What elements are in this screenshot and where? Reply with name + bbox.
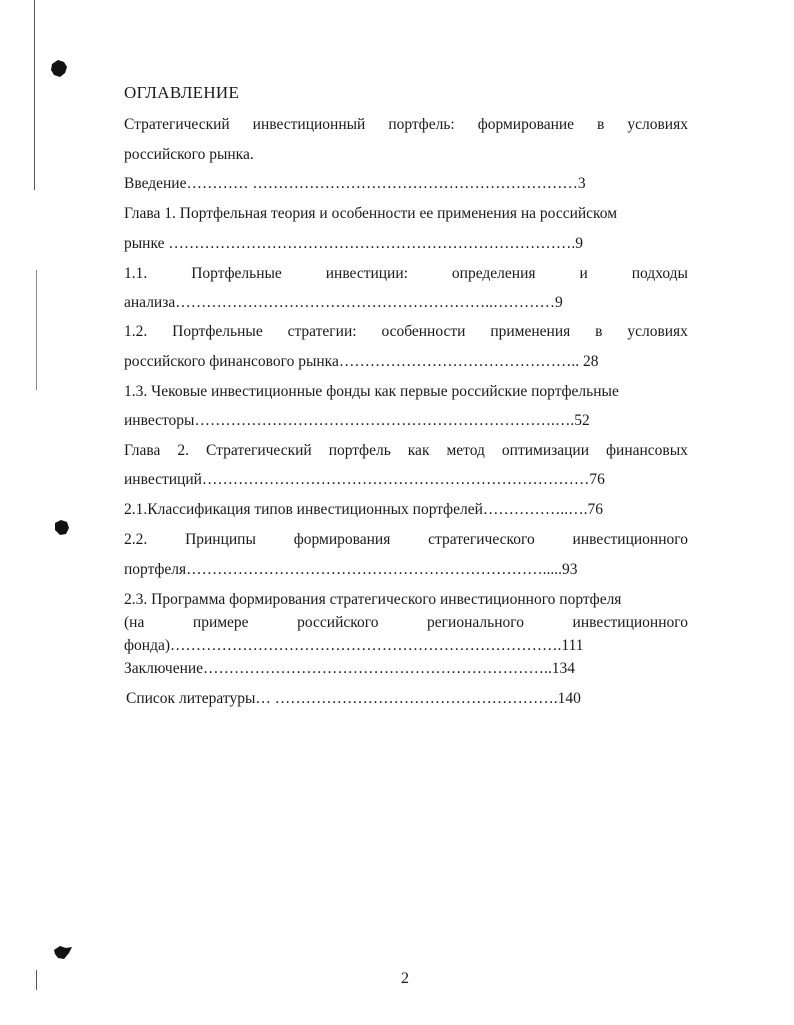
entry-word: примере xyxy=(192,614,249,631)
title-word: условиях xyxy=(627,116,688,133)
toc-entry-intro: Введение………… ………………………………………………………3 xyxy=(124,175,586,192)
entry-word: условиях xyxy=(627,323,688,340)
title-word: формирование xyxy=(477,116,575,133)
toc-entry-section-2-1: 2.1.Классификация типов инвестиционных портфелей……………..….76 xyxy=(124,501,603,518)
entry-word: портфель xyxy=(328,442,391,459)
ink-blot-icon xyxy=(48,58,70,80)
entry-word: стратегии: xyxy=(287,323,357,340)
scan-edge-line xyxy=(36,970,37,990)
entry-word: и xyxy=(579,265,588,282)
entry-word: инвестиционного xyxy=(572,531,688,548)
entry-word: определения xyxy=(451,265,536,282)
entry-word: метод xyxy=(446,442,485,459)
title-word: в xyxy=(597,116,605,133)
toc-entry-section-2-2-cont: портфеля…………………………………………………………….....93 xyxy=(124,561,578,578)
entry-word: подходы xyxy=(631,265,688,282)
entry-word: Принципы xyxy=(185,531,256,548)
ink-blot-icon xyxy=(52,518,72,538)
entry-word: 2.2. xyxy=(124,531,148,548)
toc-entry-section-1-2 xyxy=(124,322,688,342)
entry-word: оптимизации xyxy=(501,442,590,459)
entry-word: в xyxy=(595,323,603,340)
toc-entry-section-2-3-cont-2: фонда)………………………………………………………………….111 xyxy=(124,637,584,654)
toc-entry-chapter-1-cont: рынке …………………………………………………………………….9 xyxy=(124,235,583,252)
entry-word: 1.1. xyxy=(124,265,148,282)
ink-blot-icon xyxy=(52,944,74,964)
toc-entry-chapter-2 xyxy=(124,441,688,461)
entry-word: Стратегический xyxy=(206,442,312,459)
entry-word: особенности xyxy=(381,323,466,340)
entry-word: 2. xyxy=(177,442,190,459)
entry-word: финансовых xyxy=(606,442,688,459)
page-number: 2 xyxy=(401,970,409,987)
entry-word: Глава xyxy=(124,442,161,459)
toc-entry-section-1-1 xyxy=(124,264,688,284)
document-title-line-2: российского рынка. xyxy=(124,146,254,163)
entry-word: Портфельные xyxy=(191,265,282,282)
toc-entry-conclusion: Заключение…………………………………………………………..134 xyxy=(124,660,576,677)
entry-word: (на xyxy=(124,614,145,631)
toc-entry-section-1-3-cont: инвесторы…………………………………………………………….….52 xyxy=(124,412,590,429)
title-word: инвестиционный xyxy=(252,116,366,133)
entry-word: Портфельные xyxy=(172,323,263,340)
toc-entry-section-1-3: 1.3. Чековые инвестиционные фонды как первые российские портфельные xyxy=(124,383,619,400)
entry-word: как xyxy=(407,442,430,459)
entry-word: регионального xyxy=(427,614,524,631)
entry-word: применения xyxy=(490,323,571,340)
toc-entry-chapter-2-cont: инвестиций…………………………………………………………………76 xyxy=(124,471,605,488)
toc-entry-chapter-1: Глава 1. Портфельная теория и особенности ее применения на российском xyxy=(124,205,618,222)
scan-edge-line xyxy=(34,0,35,190)
document-title-line-1 xyxy=(124,115,688,135)
title-word: портфель: xyxy=(388,116,455,133)
entry-word: 1.2. xyxy=(124,323,148,340)
scan-edge-line xyxy=(36,270,37,390)
entry-word: российского xyxy=(297,614,379,631)
toc-heading: ОГЛАВЛЕНИЕ xyxy=(124,83,240,102)
toc-entry-section-1-2-cont: российского финансового рынка……………………………………….. 28 xyxy=(124,353,599,370)
toc-entry-section-2-2 xyxy=(124,530,688,550)
entry-word: формирования xyxy=(293,531,391,548)
toc-entry-bibliography: Список литературы… ……………………………………………….140 xyxy=(126,690,581,707)
toc-entry-section-2-3: 2.3. Программа формирования стратегического инвестиционного портфеля xyxy=(124,591,622,608)
entry-word: инвестиции: xyxy=(325,265,408,282)
entry-word: стратегического xyxy=(428,531,535,548)
toc-entry-section-2-3-cont xyxy=(124,613,688,633)
entry-word: инвестиционного xyxy=(572,614,688,631)
title-word: Стратегический xyxy=(124,116,230,133)
toc-entry-section-1-1-cont: анализа……………………………………………………..…………9 xyxy=(124,294,563,311)
